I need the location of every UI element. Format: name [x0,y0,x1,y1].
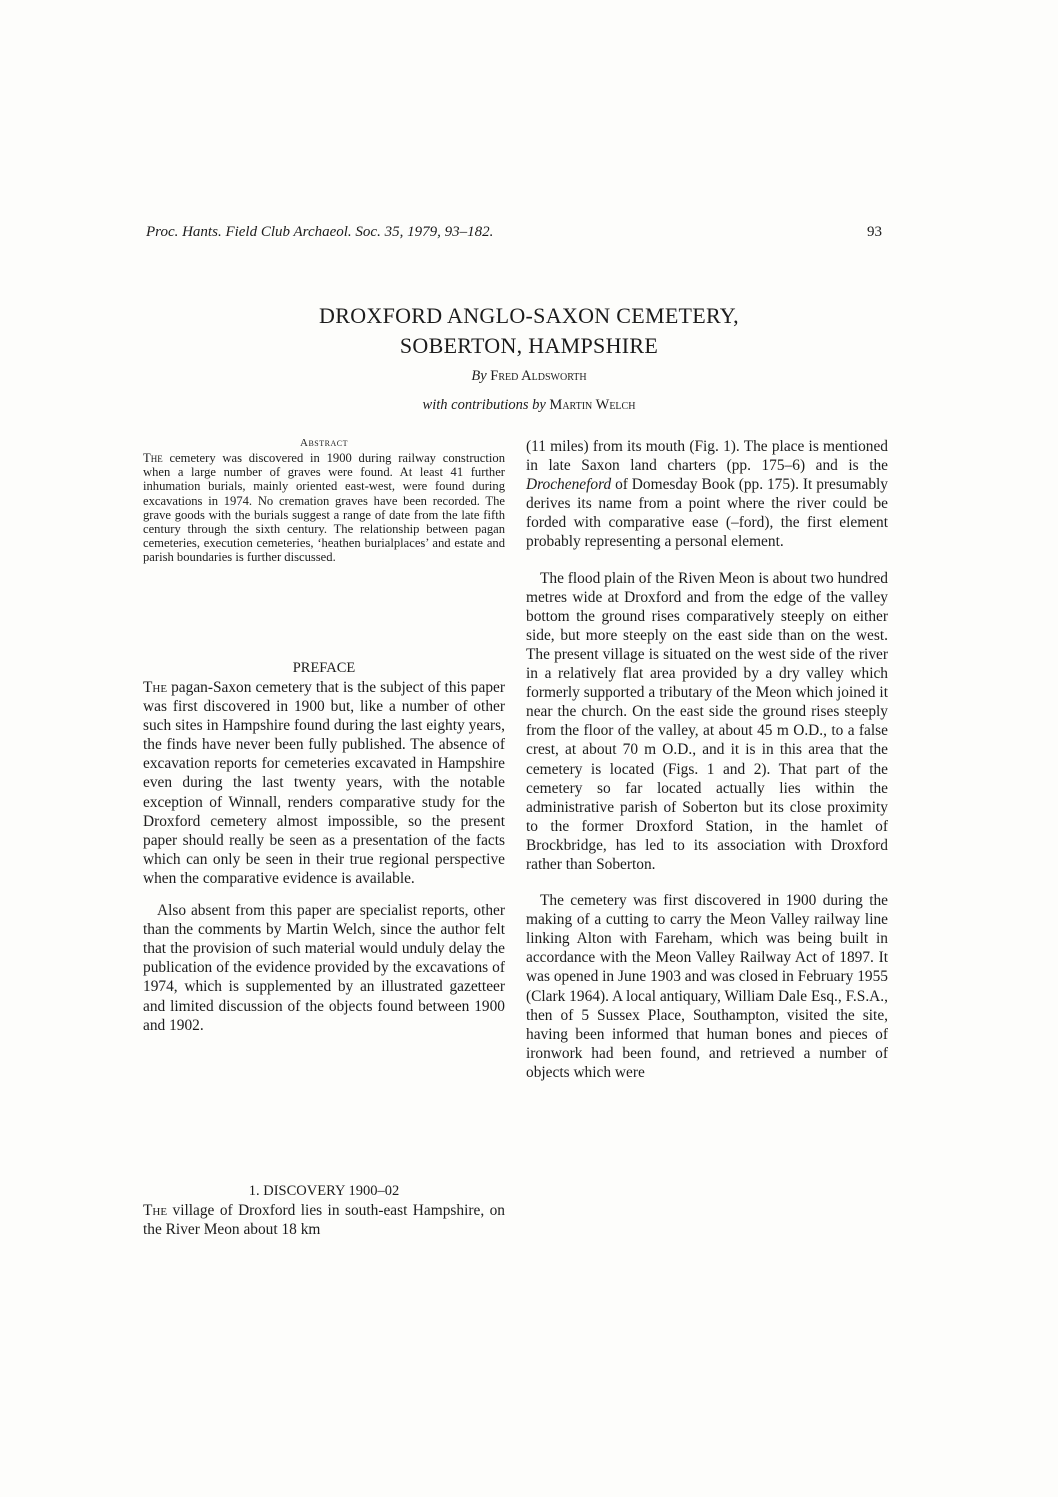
title-line-2: SOBERTON, HAMPSHIRE [399,333,659,358]
abstract-lead: The [143,451,163,465]
right-column [526,437,888,1082]
abstract-text [143,451,505,565]
preface-paragraph-1 [143,678,505,888]
abstract-heading: Abstract [300,437,348,449]
journal-citation: Proc. Hants. Field Club Archaeol. Soc. 35, 1979, 93–182. [146,224,494,240]
right-p1-b: of Domesday Book (pp. 175). It presumably derives its name from a point where the river could be forded with comparative ease (–ford), the first element probably representing a personal element. [526,476,888,551]
contributor-line [0,397,1058,414]
abstract-block [143,437,505,565]
right-paragraph-1 [526,437,888,552]
discovery-lead: The [143,1202,168,1219]
preface-lead: The [143,679,168,696]
page-number: 93 [867,224,882,240]
preface-paragraph-2: Also absent from this paper are specialist reports, other than the comments by Martin Welch, since the author felt that the provision of such material would unduly delay the publication of the evidence provided by the excavations of 1974, which is supplemented by an illustrated gazetteer and limited discussion of the objects found between 1900 and 1902. [143,902,505,1034]
by-prefix: By [471,368,487,384]
preface-p1-body: pagan-Saxon cemetery that is the subject of this paper was first discovered in 1900 but, like a number of other such sites in Hampshire found during the last eighty years, the finds have never been fully published. The absence of excavation reports for cemeteries excavated in Hampshire even during the last twenty years, with the notable exception of Winnall, renders comparative study for the Droxford cemetery almost impossible, so the present paper should really be seen as a presentation of the facts which can only be seen in their true regional perspective when the comparative evidence is available. [143,679,505,887]
discovery-section [143,1183,505,1239]
right-paragraph-2: The flood plain of the Riven Meon is about two hundred metres wide at Droxford and from the edge of the valley bottom the ground rises comparatively steeply on either side, but more steeply on the east side than on the west. The present village is situated on the west side of the river in a relatively flat area provided by a dry valley which formerly supported a tributary of the Meon which joined it near the church. On the east side the ground rises steeply from the floor of the valley, at about 45 m O.D., to a false crest, at about 70 m O.D., and it is in this area that the cemetery is located (Figs. 1 and 2). That part of the cemetery so far located actually lies within the administrative parish of Soberton but its close proximity to the former Droxford Station, in the hamlet of Brockbridge, has led to its association with Droxford rather than Soberton. [526,569,888,873]
right-paragraph-3: The cemetery was first discovered in 1900 during the making of a cutting to carry the Meon Valley railway line linking Alton with Fareham, which was being built in accordance with the Meon Valley Railway Act of 1897. It was opened in June 1903 and was closed in February 1955 (Clark 1964). A local antiquary, William Dale Esq., F.S.A., then of 5 Sussex Place, Southampton, visited the site, having been informed that human bones and pieces of ironwork had been found, and retrieved a number of objects which were [526,892,888,1081]
article-title [0,301,1058,361]
author-name: Fred Aldsworth [490,368,587,384]
preface-heading: PREFACE [292,660,356,676]
contributor-name: Martin Welch [549,397,636,413]
right-p1-a: (11 miles) from its mouth (Fig. 1). The place is mentioned in late Saxon land charters (pp. 175–6) and is the [526,438,888,475]
discovery-heading: 1. DISCOVERY 1900–02 [248,1183,400,1199]
preface-section [143,660,505,1035]
running-head [146,224,882,241]
author-line [0,368,1058,385]
title-line-1: DROXFORD ANGLO-SAXON CEMETERY, [319,303,739,328]
right-p1-italic: Drocheneford [526,476,612,494]
discovery-p1-body: village of Droxford lies in south-east Hampshire, on the River Meon about 18 km [143,1202,505,1239]
discovery-paragraph-1 [143,1201,505,1239]
contrib-prefix: with contributions by [422,397,546,413]
abstract-body: cemetery was discovered in 1900 during railway construction when a large number of graves were found. At least 41 further inhumation burials, mainly oriented east-west, were found during excavations in 1974. No cremation graves have been recorded. The grave goods with the burials suggest a range of date from the late fifth century through the sixth century. The relationship between pagan cemeteries, execution cemeteries, ‘heathen burialplaces’ and estate and parish boundaries is further discussed. [143,451,505,565]
